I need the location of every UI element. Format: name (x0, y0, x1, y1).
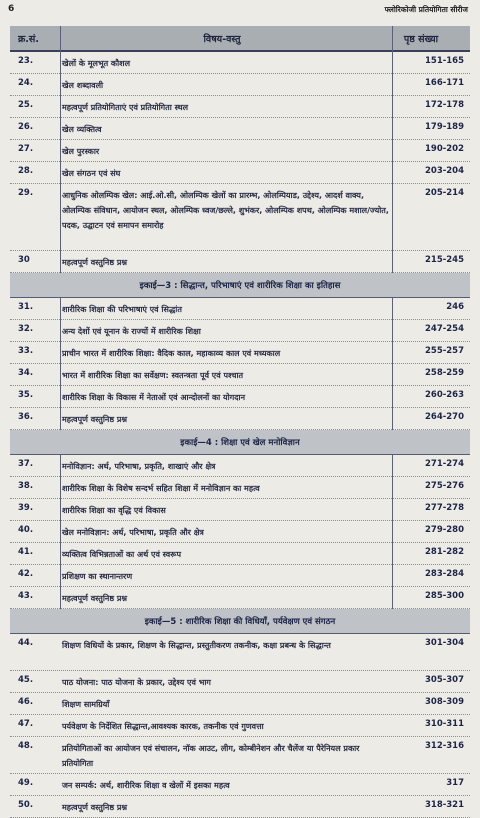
page-range: 279-280 (424, 525, 464, 535)
serial-number: 39. (18, 503, 34, 513)
serial-number: 26. (18, 122, 34, 132)
page-range: 301-304 (424, 638, 464, 648)
page-range: 308-309 (424, 697, 464, 707)
page-number: 6 (8, 4, 15, 14)
toc-row (10, 342, 470, 364)
page-range: 246 (446, 302, 464, 312)
toc-row (10, 320, 470, 342)
page-range: 305-307 (424, 675, 464, 685)
page-header (0, 0, 480, 22)
toc-row (10, 96, 470, 118)
serial-number: 31. (18, 302, 34, 312)
toc-row (10, 634, 470, 671)
serial-number: 35. (18, 390, 34, 400)
toc-row (10, 796, 470, 818)
chapter-title: शिक्षण विधियों के प्रकार, शिक्षण के सिद्धान्त, प्रस्तुतीकरण तकनीक, कक्षा प्रबन्ध के सिद्धान्त (62, 641, 331, 650)
chapter-title: पर्यवेक्षण के निर्देशित सिद्धान्त,आवश्यक कारक, तकनीक एवं गुणवत्ता (62, 722, 264, 731)
toc-row (10, 737, 470, 774)
serial-number: 37. (18, 459, 34, 469)
toc-row (10, 251, 470, 273)
chapter-title: भारत में शारीरिक शिक्षा का सर्वेक्षण: स्वतन्त्रता पूर्व एवं पश्चात (62, 371, 244, 380)
chapter-title: पाठ योजना: पाठ योजना के प्रकार, उद्देश्य एवं भाग (62, 678, 211, 687)
serial-number: 50. (18, 800, 34, 810)
chapter-title: खेल मनोविज्ञान: अर्थ, परिभाषा, प्रकृति और क्षेत्र (62, 528, 204, 537)
toc-row (10, 118, 470, 140)
page-range: 285-300 (424, 591, 464, 601)
serial-number: 24. (18, 78, 34, 88)
toc-row (10, 715, 470, 737)
chapter-title: खेल पुरस्कार (62, 147, 100, 156)
serial-number: 25. (18, 100, 34, 110)
page-range: 179-189 (424, 122, 464, 132)
page-range: 205-214 (424, 188, 464, 198)
chapter-title: शारीरिक शिक्षा के विशेष सन्दर्भ सहित शिक्षा में मनोविज्ञान का महत्व (62, 484, 260, 493)
chapter-title: खेलों के मूलभूत कौशल (62, 59, 131, 68)
toc-row (10, 140, 470, 162)
toc-row (10, 671, 470, 693)
serial-number: 29. (18, 188, 34, 198)
chapter-title: महत्वपूर्ण वस्तुनिष्ठ प्रश्न (62, 803, 128, 812)
page-range: 258-259 (424, 368, 464, 378)
page-range: 172-178 (424, 100, 464, 110)
toc-row (10, 499, 470, 521)
page-range: 264-270 (424, 412, 464, 422)
unit-heading: इकाई—5 : शारीरिक शिक्षा की विधियाँ, पर्यवेक्षण एवं संगठन (10, 609, 470, 634)
toc-row (10, 477, 470, 499)
serial-number: 47. (18, 719, 34, 729)
page-range: 275-276 (424, 481, 464, 491)
toc-row (10, 408, 470, 430)
toc-row (10, 587, 470, 609)
toc-row (10, 298, 470, 320)
page-range: 277-278 (424, 503, 464, 513)
toc-row (10, 184, 470, 251)
toc-row (10, 693, 470, 715)
page-range: 281-282 (424, 547, 464, 557)
serial-number: 41. (18, 547, 34, 557)
chapter-title: खेल व्यक्तित्व (62, 125, 102, 134)
chapter-title: मनोविज्ञान: अर्थ, परिभाषा, प्रकृति, शाखाएं और क्षेत्र (62, 462, 216, 471)
chapter-title: खेल शब्दावली (62, 81, 104, 90)
toc-row (10, 774, 470, 796)
chapter-title: शारीरिक शिक्षा के विकास में नेताओं एवं आन्दोलनों का योगदान (62, 393, 246, 402)
toc-row (10, 521, 470, 543)
page-range: 203-204 (424, 166, 464, 176)
page-range: 283-284 (424, 569, 464, 579)
chapter-title: प्रतियोगिताओं का आयोजन एवं संचालन, नॉक आउट, लीग, कोम्बीनेशन और चैलेंज या पैरेनियल प्रकार प्रतियोगिता (62, 744, 360, 768)
serial-number: 38. (18, 481, 34, 491)
toc-row (10, 162, 470, 184)
toc-row (10, 565, 470, 587)
chapter-title: व्यक्तित्व विभिन्नताओं का अर्थ एवं स्वरूप (62, 550, 182, 559)
page-range: 317 (446, 778, 464, 788)
serial-number: 28. (18, 166, 34, 176)
header-serial: क्र.सं. (18, 33, 39, 45)
chapter-title: शारीरिक शिक्षा की परिभाषाएं एवं सिद्धांत (62, 305, 182, 314)
serial-number: 36. (18, 412, 34, 422)
chapter-title: महत्वपूर्ण प्रतियोगिताएं एवं प्रतियोगिता स्थल (62, 103, 189, 112)
serial-number: 30 (18, 255, 30, 265)
chapter-title: प्राचीन भारत में शारीरिक शिक्षा: वैदिक काल, महाकाव्य काल एवं मध्यकाल (62, 349, 281, 358)
table-header (10, 26, 470, 52)
serial-number: 43. (18, 591, 34, 601)
page-range: 310-311 (424, 719, 464, 729)
serial-number: 23. (18, 56, 34, 66)
chapter-title: अन्य देशों एवं यूनान के राज्यों में शारीरिक शिक्षा (62, 327, 201, 336)
chapter-title: महत्वपूर्ण वस्तुनिष्ठ प्रश्न (62, 415, 128, 424)
chapter-title: शिक्षण सामग्रियाँ (62, 700, 110, 709)
page-range: 271-274 (424, 459, 464, 469)
serial-number: 27. (18, 144, 34, 154)
running-head: फ्लोरिकोजी प्रतियोगिता सीरीज (384, 5, 468, 14)
page-range: 312-316 (424, 741, 464, 751)
page-range: 318-321 (424, 800, 464, 810)
page-range: 260-263 (424, 390, 464, 400)
toc-row (10, 74, 470, 96)
chapter-title: आधुनिक ओलम्पिक खेल: आई.ओ.सी, ओलम्पिक खेलों का प्रारम्भ, ओलम्पियाड, उद्देश्य, आदर्श वाक्य, ओलम्पिक संविधान, आयोजन स्थल, ओलम्पिक ध्वज/छल्ले, शुभंकर, ओलम्पिक शपथ, ओलम्पिक मशाल/ज्योत, पदक, उद्घाटन एवं समापन समारोह (62, 191, 389, 230)
header-subject: विषय-वस्तु (203, 33, 241, 45)
page-range: 151-165 (424, 56, 464, 66)
toc-row (10, 386, 470, 408)
serial-number: 40. (18, 525, 34, 535)
page-range: 215-245 (424, 255, 464, 265)
serial-number: 33. (18, 346, 34, 356)
unit-heading: इकाई—4 : शिक्षा एवं खेल मनोविज्ञान (10, 430, 470, 455)
serial-number: 45. (18, 675, 34, 685)
serial-number: 34. (18, 368, 34, 378)
toc-table-body (10, 52, 470, 818)
serial-number: 44. (18, 638, 34, 648)
header-page-number: पृष्ठ संख्या (403, 33, 439, 45)
page-range: 247-254 (424, 324, 464, 334)
chapter-title: महत्वपूर्ण वस्तुनिष्ठ प्रश्न (62, 258, 128, 267)
chapter-title: प्रशिक्षण का स्थानान्तरण (62, 572, 133, 581)
toc-row (10, 52, 470, 74)
toc-row (10, 364, 470, 386)
page-range: 255-257 (424, 346, 464, 356)
page-range: 190-202 (424, 144, 464, 154)
serial-number: 48. (18, 741, 34, 751)
chapter-title: खेल संगठन एवं संघ (62, 169, 121, 178)
serial-number: 42. (18, 569, 34, 579)
serial-number: 49. (18, 778, 34, 788)
chapter-title: शारीरिक शिक्षा का वृद्धि एवं विकास (62, 506, 166, 515)
serial-number: 46. (18, 697, 34, 707)
unit-heading: इकाई—3 : सिद्धान्त, परिभाषाएं एवं शारीरिक शिक्षा का इतिहास (10, 273, 470, 298)
toc-row (10, 455, 470, 477)
toc-row (10, 543, 470, 565)
page-range: 166-171 (424, 78, 464, 88)
serial-number: 32. (18, 324, 34, 334)
chapter-title: जन सम्पर्क: अर्थ, शारीरिक शिक्षा व खेलों में इसका महत्व (62, 781, 230, 790)
chapter-title: महत्वपूर्ण वस्तुनिष्ठ प्रश्न (62, 594, 128, 603)
